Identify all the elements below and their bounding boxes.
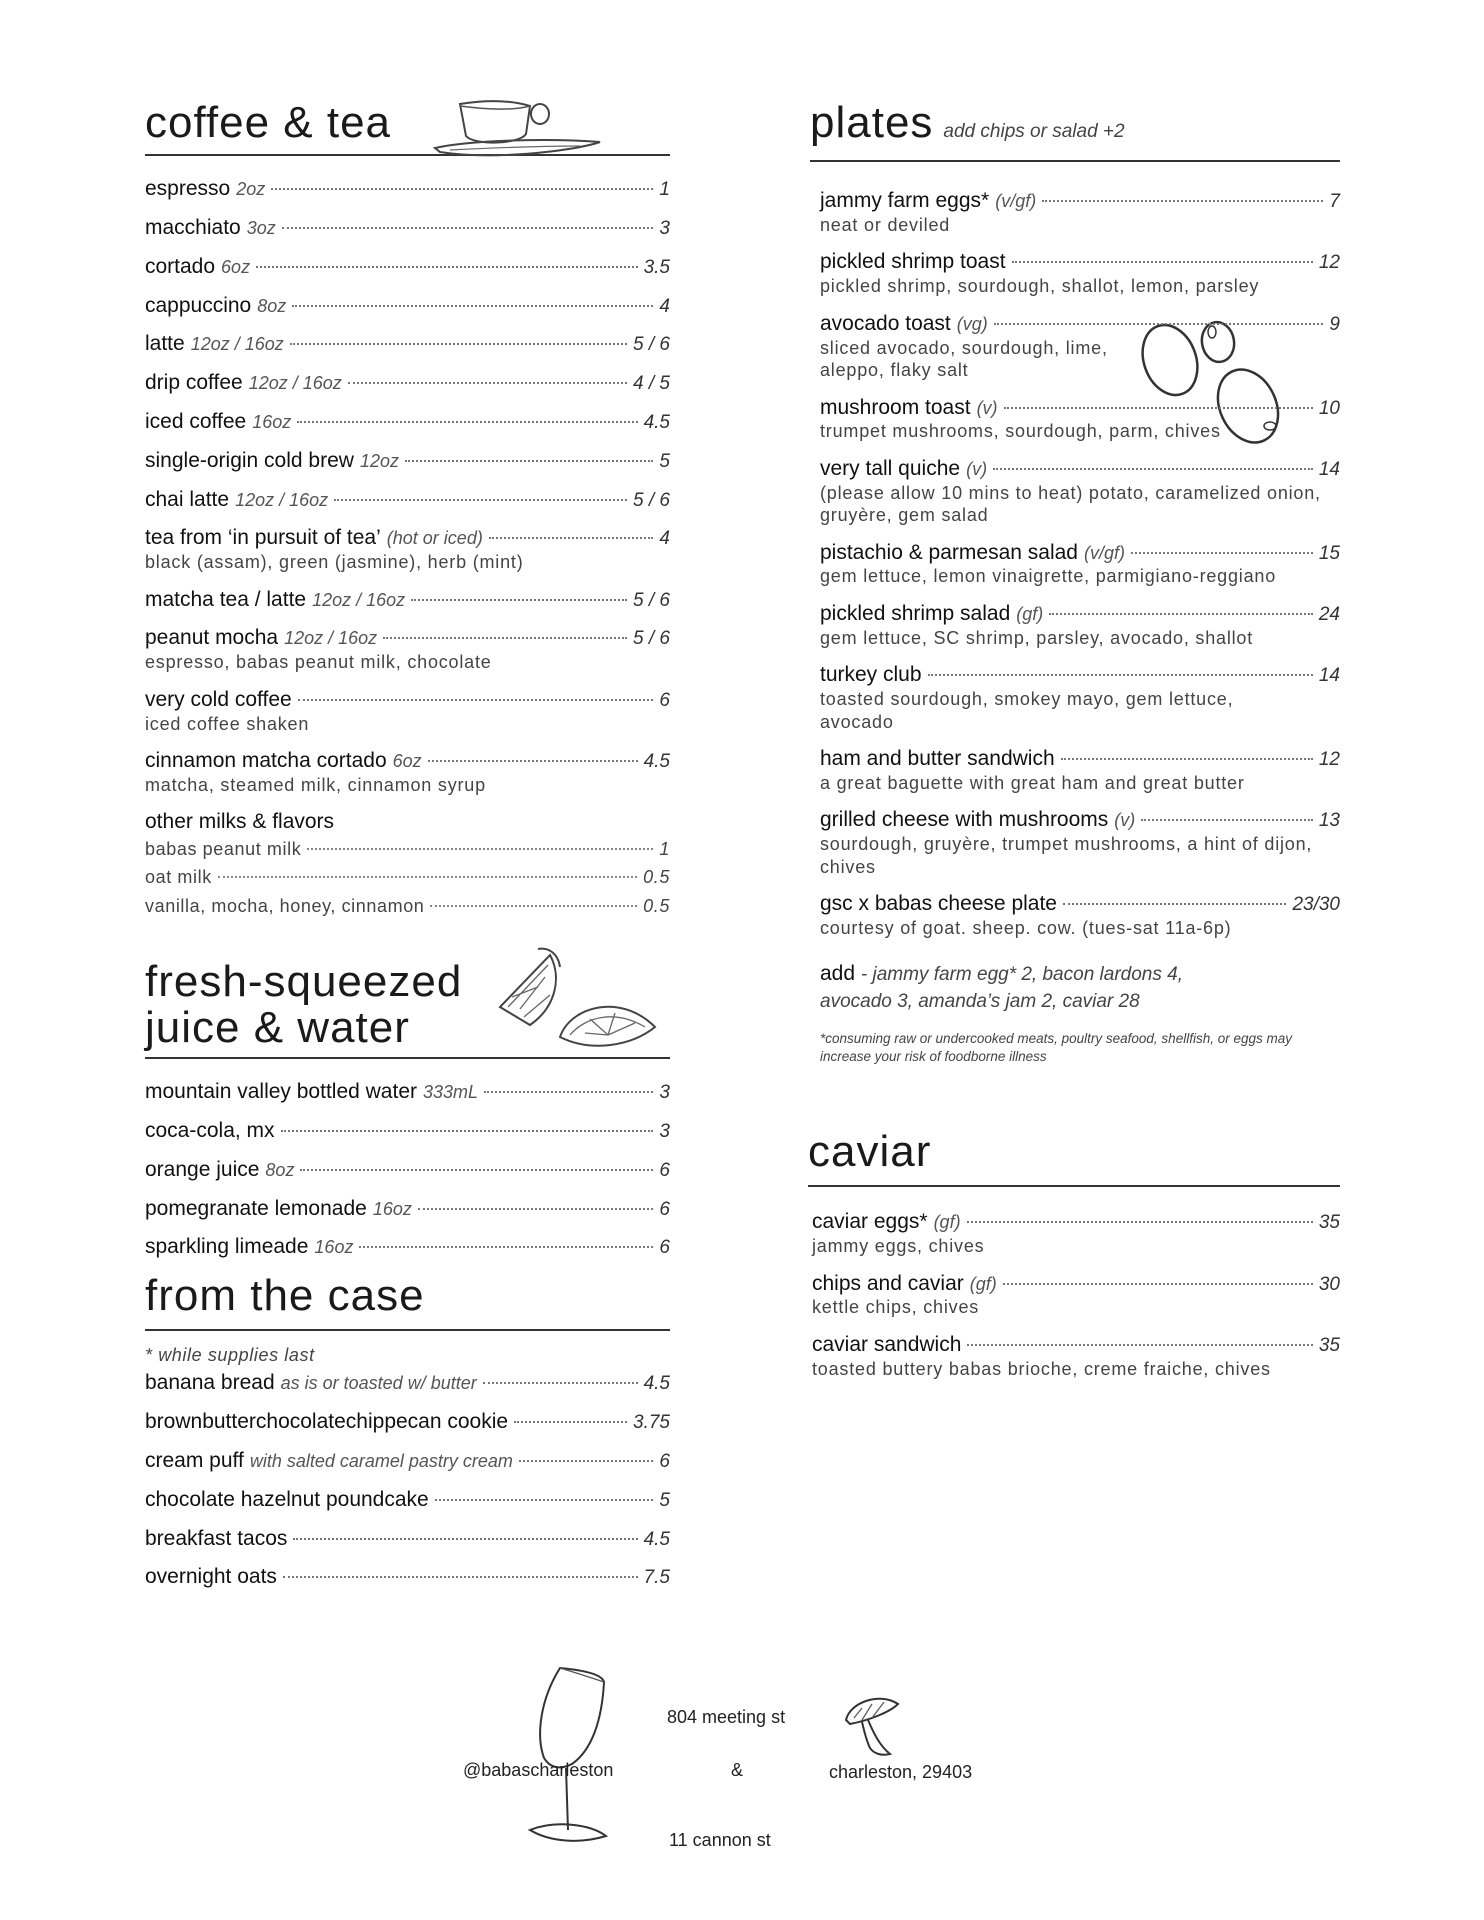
section-title: coffee & tea bbox=[145, 98, 392, 147]
from-case-header bbox=[145, 1273, 670, 1331]
instagram-handle: @babascharleston bbox=[463, 1760, 614, 1780]
item-description: black (assam), green (jasmine), herb (mint) bbox=[145, 552, 524, 573]
caviar-header bbox=[808, 1129, 1340, 1187]
item-price: 35 bbox=[1318, 1212, 1340, 1234]
item-size: 333mL bbox=[423, 1082, 479, 1103]
item-name: chocolate hazelnut poundcake bbox=[145, 1487, 429, 1511]
item-name: pickled shrimp toast bbox=[820, 250, 1006, 274]
item-description: neat or deviled bbox=[820, 214, 951, 235]
item-size: (gf) bbox=[969, 1273, 997, 1294]
plates-section bbox=[810, 98, 1340, 1065]
menu-item bbox=[145, 748, 670, 796]
leader-dots bbox=[283, 1576, 638, 1578]
add-ons bbox=[820, 961, 1260, 1014]
menu-item bbox=[820, 540, 1340, 588]
item-price: 6 bbox=[659, 1237, 670, 1259]
item-name: cinnamon matcha cortado bbox=[145, 749, 387, 773]
sub-item-name: oat milk bbox=[145, 867, 212, 888]
item-size: (gf) bbox=[1016, 603, 1044, 624]
menu-item bbox=[145, 1079, 670, 1105]
menu-item bbox=[812, 1332, 1340, 1380]
item-name: jammy farm eggs* bbox=[820, 189, 990, 213]
item-name: espresso bbox=[145, 177, 231, 201]
sub-item bbox=[145, 892, 670, 921]
leader-dots bbox=[967, 1221, 1313, 1223]
item-name: very cold coffee bbox=[145, 687, 292, 711]
leader-dots bbox=[281, 1130, 654, 1132]
coffee-cup-icon bbox=[430, 96, 610, 166]
menu-item bbox=[145, 487, 670, 513]
item-price: 13 bbox=[1318, 810, 1340, 832]
item-description: matcha, steamed milk, cinnamon syrup bbox=[145, 774, 486, 795]
leader-dots bbox=[411, 599, 627, 601]
item-name: sparkling limeade bbox=[145, 1235, 309, 1259]
menu-item bbox=[145, 409, 670, 435]
item-name: iced coffee bbox=[145, 409, 247, 433]
sub-item-price: 0.5 bbox=[643, 896, 670, 917]
item-size: 12oz / 16oz bbox=[190, 334, 284, 355]
item-price: 5 / 6 bbox=[633, 589, 670, 611]
item-price: 5 / 6 bbox=[633, 489, 670, 511]
from-case-section bbox=[145, 1273, 670, 1590]
address-city: charleston, 29403 bbox=[829, 1762, 973, 1782]
item-size: (hot or iced) bbox=[386, 528, 483, 549]
item-price: 3 bbox=[659, 1121, 670, 1143]
item-name: caviar eggs* bbox=[812, 1210, 928, 1234]
menu-item bbox=[145, 1526, 670, 1552]
item-size: 16oz bbox=[372, 1198, 412, 1219]
item-name: turkey club bbox=[820, 663, 922, 687]
item-name: caviar sandwich bbox=[812, 1332, 962, 1356]
item-price: 24 bbox=[1318, 603, 1340, 625]
item-name: mountain valley bottled water bbox=[145, 1080, 417, 1104]
leader-dots bbox=[1004, 407, 1313, 409]
item-price: 4.5 bbox=[643, 1528, 670, 1550]
item-price: 30 bbox=[1318, 1273, 1340, 1295]
item-price: 15 bbox=[1318, 542, 1340, 564]
item-size: (gf) bbox=[933, 1212, 961, 1233]
menu-item bbox=[145, 1157, 670, 1183]
menu-item bbox=[145, 293, 670, 319]
item-name: brownbutterchocolatechippecan cookie bbox=[145, 1410, 509, 1434]
item-description: sourdough, gruyère, trumpet mushrooms, a hint of dijon, chives bbox=[820, 834, 1313, 877]
leader-dots bbox=[994, 323, 1324, 325]
item-price: 4.5 bbox=[643, 751, 670, 773]
item-description: gem lettuce, SC shrimp, parsley, avocado, shallot bbox=[820, 627, 1254, 648]
menu-item bbox=[820, 456, 1340, 527]
item-name: drip coffee bbox=[145, 371, 243, 395]
item-size: 6oz bbox=[221, 256, 251, 277]
section-title-line2: juice & water bbox=[145, 1003, 410, 1053]
caviar-section bbox=[808, 1127, 1340, 1380]
item-name: banana bread bbox=[145, 1371, 275, 1395]
item-name: cortado bbox=[145, 254, 216, 278]
item-size: 12oz / 16oz bbox=[235, 489, 329, 510]
menu-item bbox=[145, 1370, 670, 1396]
item-name: breakfast tacos bbox=[145, 1526, 288, 1550]
leader-dots bbox=[514, 1421, 627, 1423]
leader-dots bbox=[1131, 552, 1313, 554]
item-size: (v) bbox=[976, 397, 998, 418]
item-name: latte bbox=[145, 332, 185, 356]
item-name: very tall quiche bbox=[820, 456, 961, 480]
menu-item bbox=[145, 1487, 670, 1513]
item-name: coca-cola, mx bbox=[145, 1119, 275, 1143]
item-price: 6 bbox=[659, 1198, 670, 1220]
item-size: 2oz bbox=[236, 179, 266, 200]
leader-dots bbox=[435, 1499, 654, 1501]
item-price: 6 bbox=[659, 1451, 670, 1473]
leader-dots bbox=[307, 848, 653, 850]
other-milks-group bbox=[145, 809, 670, 921]
item-description: jammy eggs, chives bbox=[812, 1236, 985, 1257]
leader-dots bbox=[483, 1382, 638, 1384]
menu-item bbox=[145, 587, 670, 613]
menu-item bbox=[145, 331, 670, 357]
address-separator: & bbox=[731, 1760, 744, 1780]
section-title: plates bbox=[810, 98, 934, 147]
item-description: gem lettuce, lemon vinaigrette, parmigiano-reggiano bbox=[820, 566, 1277, 587]
item-name: tea from ‘in pursuit of tea’ bbox=[145, 526, 381, 550]
menu-item bbox=[145, 176, 670, 202]
item-description: espresso, babas peanut milk, chocolate bbox=[145, 652, 492, 673]
item-name: chai latte bbox=[145, 487, 230, 511]
section-subtitle: add chips or salad +2 bbox=[943, 121, 1125, 142]
item-size: with salted caramel pastry cream bbox=[249, 1451, 513, 1472]
item-price: 12 bbox=[1318, 252, 1340, 274]
item-description: toasted buttery babas brioche, creme fraiche, chives bbox=[812, 1358, 1271, 1379]
item-name: overnight oats bbox=[145, 1565, 277, 1589]
item-name: macchiato bbox=[145, 215, 241, 239]
sub-item-price: 1 bbox=[659, 838, 670, 859]
item-price: 35 bbox=[1318, 1334, 1340, 1356]
juice-water-section bbox=[145, 956, 670, 1260]
item-name: avocado toast bbox=[820, 311, 951, 335]
item-description: a great baguette with great ham and great butter bbox=[820, 772, 1245, 793]
leader-dots bbox=[290, 343, 627, 345]
leader-dots bbox=[489, 537, 654, 539]
left-column bbox=[145, 100, 670, 1603]
item-size: 12oz bbox=[359, 450, 399, 471]
leader-dots bbox=[297, 421, 637, 423]
foodborne-disclaimer: *consuming raw or undercooked meats, poultry seafood, shellfish, or eggs may increase your risk of foodborne illness bbox=[820, 1030, 1292, 1064]
item-name: pomegranate lemonade bbox=[145, 1196, 367, 1220]
menu-item bbox=[145, 215, 670, 241]
item-name: orange juice bbox=[145, 1157, 260, 1181]
item-size: (vg) bbox=[956, 313, 988, 334]
menu-item bbox=[820, 891, 1340, 939]
leader-dots bbox=[928, 674, 1313, 676]
item-price: 9 bbox=[1329, 313, 1340, 335]
item-name: ham and butter sandwich bbox=[820, 747, 1055, 771]
group-title: other milks & flavors bbox=[145, 810, 335, 834]
item-size: (v/gf) bbox=[995, 191, 1037, 212]
item-description: (please allow 10 mins to heat) potato, caramelized onion, gruyère, gem salad bbox=[820, 482, 1321, 526]
item-size: 16oz bbox=[314, 1237, 354, 1258]
item-price: 5 bbox=[659, 1489, 670, 1511]
menu-item bbox=[145, 1448, 670, 1474]
menu-item bbox=[812, 1271, 1340, 1319]
leader-dots bbox=[292, 305, 653, 307]
item-description: sliced avocado, sourdough, lime, aleppo, flaky salt bbox=[820, 337, 1108, 381]
item-name: grilled cheese with mushrooms bbox=[820, 808, 1109, 832]
coffee-tea-section bbox=[145, 100, 670, 921]
item-description: toasted sourdough, smokey mayo, gem lettuce, avocado bbox=[820, 689, 1234, 732]
item-name: mushroom toast bbox=[820, 395, 971, 419]
leader-dots bbox=[256, 266, 638, 268]
item-price: 7.5 bbox=[643, 1567, 670, 1589]
menu-item bbox=[820, 662, 1340, 733]
menu-item bbox=[145, 370, 670, 396]
menu-item bbox=[145, 525, 670, 573]
menu-item bbox=[145, 448, 670, 474]
item-size: 6oz bbox=[392, 751, 422, 772]
item-price: 23/30 bbox=[1292, 894, 1340, 916]
add-label: add bbox=[820, 962, 856, 986]
leader-dots bbox=[430, 905, 637, 907]
leader-dots bbox=[298, 699, 654, 701]
item-size: 16oz bbox=[252, 411, 292, 432]
item-size: 12oz / 16oz bbox=[284, 628, 378, 649]
leader-dots bbox=[405, 460, 653, 462]
item-name: pistachio & parmesan salad bbox=[820, 540, 1078, 564]
menu-item bbox=[145, 687, 670, 735]
item-name: matcha tea / latte bbox=[145, 587, 307, 611]
menu-item bbox=[145, 1564, 670, 1590]
sub-item bbox=[145, 863, 670, 892]
item-price: 3.75 bbox=[633, 1412, 670, 1434]
leader-dots bbox=[967, 1344, 1312, 1346]
section-title-line1: fresh-squeezed bbox=[145, 956, 463, 1006]
item-size: 3oz bbox=[246, 217, 276, 238]
leader-dots bbox=[271, 188, 653, 190]
section-title: caviar bbox=[808, 1127, 932, 1177]
item-price: 3.5 bbox=[643, 256, 670, 278]
item-price: 4 bbox=[659, 295, 670, 317]
item-name: peanut mocha bbox=[145, 626, 279, 650]
address-meeting-st: 804 meeting st bbox=[667, 1707, 786, 1727]
item-size: as is or toasted w/ butter bbox=[280, 1373, 477, 1394]
menu-item bbox=[820, 746, 1340, 794]
sub-item bbox=[145, 835, 670, 864]
item-name: single-origin cold brew bbox=[145, 448, 354, 472]
menu-item bbox=[145, 1409, 670, 1435]
plates-header bbox=[810, 100, 1340, 162]
item-description: iced coffee shaken bbox=[145, 713, 310, 734]
item-price: 6 bbox=[659, 1159, 670, 1181]
citrus-slices-icon bbox=[490, 937, 665, 1057]
item-size: 8oz bbox=[257, 295, 287, 316]
leader-dots bbox=[428, 760, 638, 762]
item-name: pickled shrimp salad bbox=[820, 601, 1011, 625]
menu-item bbox=[145, 1234, 670, 1260]
item-price: 12 bbox=[1318, 749, 1340, 771]
leader-dots bbox=[300, 1169, 653, 1171]
item-price: 4 / 5 bbox=[633, 373, 670, 395]
leader-dots bbox=[1012, 261, 1313, 263]
item-size: (v) bbox=[1114, 810, 1136, 831]
menu-item bbox=[820, 601, 1340, 649]
menu-item bbox=[812, 1209, 1340, 1257]
item-description: courtesy of goat. sheep. cow. (tues-sat 11a-6p) bbox=[820, 917, 1232, 938]
sub-item-name: vanilla, mocha, honey, cinnamon bbox=[145, 896, 425, 917]
item-name: gsc x babas cheese plate bbox=[820, 892, 1057, 916]
mushroom-icon bbox=[840, 1690, 910, 1760]
leader-dots bbox=[334, 499, 627, 501]
item-name: chips and caviar bbox=[812, 1271, 964, 1295]
right-column bbox=[808, 98, 1340, 1393]
item-price: 5 / 6 bbox=[633, 334, 670, 356]
leader-dots bbox=[218, 876, 637, 878]
sub-item-name: babas peanut milk bbox=[145, 838, 302, 859]
item-price: 7 bbox=[1329, 191, 1340, 213]
menu-item bbox=[145, 1196, 670, 1222]
menu-item bbox=[820, 249, 1340, 297]
item-description: kettle chips, chives bbox=[812, 1297, 980, 1318]
item-price: 10 bbox=[1318, 397, 1340, 419]
item-size: 12oz / 16oz bbox=[312, 589, 406, 610]
menu-item bbox=[820, 188, 1340, 236]
leader-dots bbox=[1061, 758, 1313, 760]
leader-dots bbox=[1141, 819, 1313, 821]
item-size: 12oz / 16oz bbox=[248, 373, 342, 394]
leader-dots bbox=[484, 1091, 653, 1093]
leader-dots bbox=[348, 382, 627, 384]
leader-dots bbox=[993, 468, 1313, 470]
menu-item bbox=[820, 807, 1340, 878]
leader-dots bbox=[1063, 903, 1286, 905]
olives-icon bbox=[1140, 318, 1300, 448]
item-price: 14 bbox=[1318, 665, 1340, 687]
wine-glass-icon bbox=[510, 1660, 610, 1850]
item-description: pickled shrimp, sourdough, shallot, lemon, parsley bbox=[820, 276, 1260, 297]
leader-dots bbox=[293, 1538, 637, 1540]
item-price: 3 bbox=[659, 1082, 670, 1104]
item-price: 4.5 bbox=[643, 1373, 670, 1395]
sub-item-price: 0.5 bbox=[643, 867, 670, 888]
leader-dots bbox=[1003, 1283, 1313, 1285]
leader-dots bbox=[359, 1246, 653, 1248]
item-size: (v) bbox=[966, 458, 988, 479]
section-title: from the case bbox=[145, 1271, 425, 1321]
item-price: 4.5 bbox=[643, 411, 670, 433]
menu-item bbox=[145, 1118, 670, 1144]
add-ons-list: - jammy farm egg* 2, bacon lardons 4, avocado 3, amanda’s jam 2, caviar 28 bbox=[820, 964, 1183, 1012]
item-price: 5 bbox=[659, 450, 670, 472]
leader-dots bbox=[519, 1460, 654, 1462]
leader-dots bbox=[282, 227, 654, 229]
menu-item bbox=[145, 254, 670, 280]
item-price: 6 bbox=[659, 689, 670, 711]
item-price: 5 / 6 bbox=[633, 628, 670, 650]
menu-item bbox=[145, 625, 670, 673]
leader-dots bbox=[1049, 613, 1313, 615]
item-name: cappuccino bbox=[145, 293, 252, 317]
item-price: 4 bbox=[659, 528, 670, 550]
address-cannon-st: 11 cannon st bbox=[669, 1830, 771, 1850]
item-price: 3 bbox=[659, 217, 670, 239]
leader-dots bbox=[383, 637, 627, 639]
item-price: 1 bbox=[659, 179, 670, 201]
item-name: cream puff bbox=[145, 1449, 244, 1473]
item-size: (v/gf) bbox=[1083, 542, 1125, 563]
juice-water-header bbox=[145, 956, 670, 1059]
item-description: trumpet mushrooms, sourdough, parm, chives bbox=[820, 421, 1221, 442]
leader-dots bbox=[1042, 200, 1323, 202]
item-price: 14 bbox=[1318, 458, 1340, 480]
coffee-tea-header bbox=[145, 100, 670, 156]
leader-dots bbox=[418, 1208, 654, 1210]
supply-note: * while supplies last bbox=[145, 1345, 315, 1366]
item-size: 8oz bbox=[265, 1159, 295, 1180]
